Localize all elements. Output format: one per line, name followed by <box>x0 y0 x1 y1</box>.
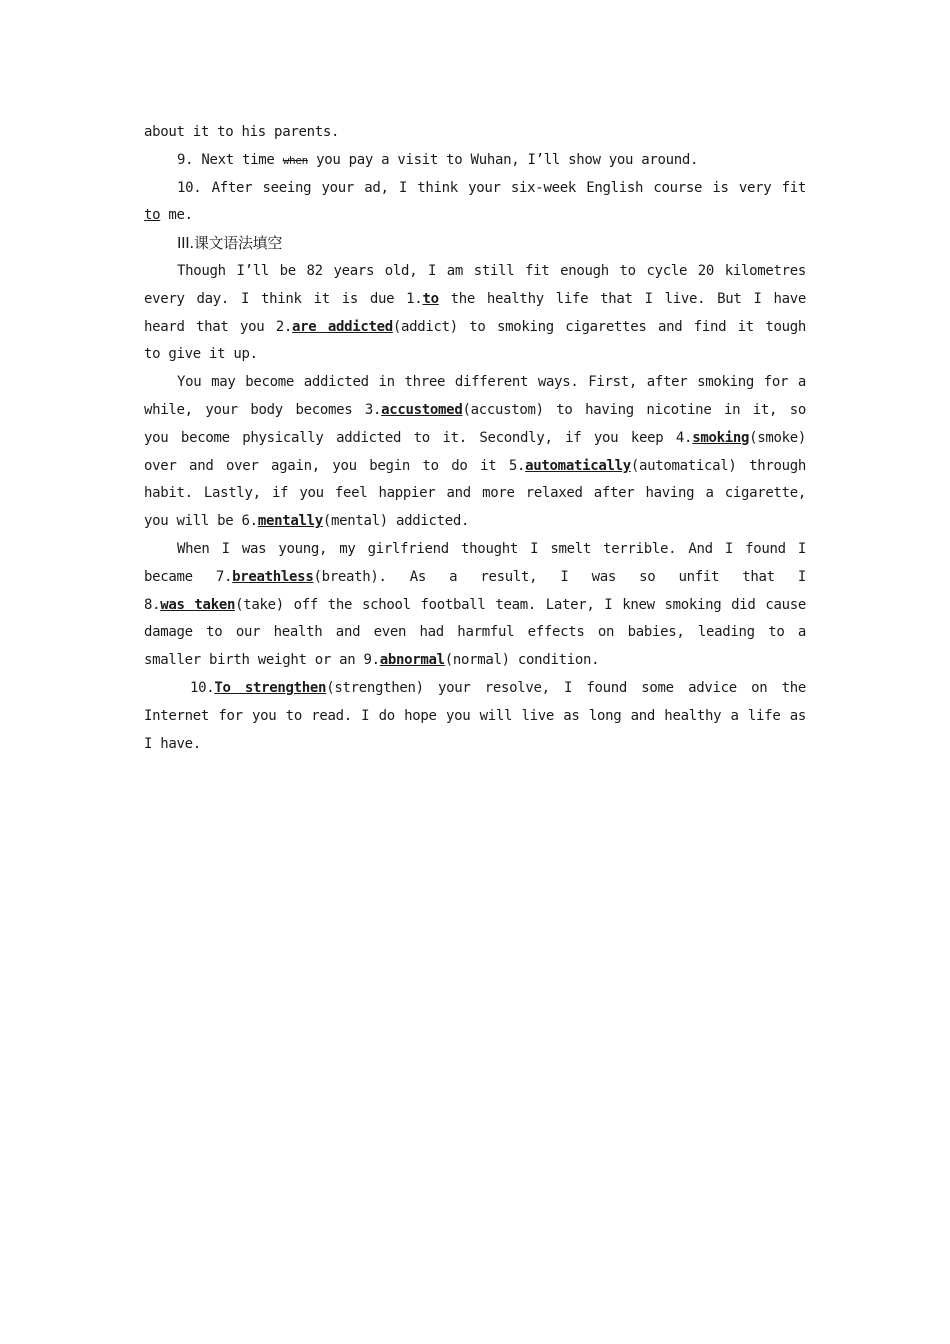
paragraph-line <box>144 703 806 731</box>
answer-5: automatically <box>525 457 631 474</box>
paragraph-line <box>144 397 806 425</box>
paragraph-line <box>144 592 806 620</box>
text-span: damage to our health and even had harmful effects on babies, leading to a <box>144 624 806 641</box>
text-span: you pay a visit to Wuhan, I’ll show you around. <box>307 151 699 168</box>
text-span: to give it up. <box>144 346 258 363</box>
paragraph-line <box>144 258 806 286</box>
text-span: (addict) to smoking cigarettes and find it tough <box>392 318 806 335</box>
paragraph-line <box>144 536 806 564</box>
text-span: (breath). As a result, I was so unfit that I <box>313 568 806 585</box>
answer-7: breathless <box>232 568 314 585</box>
text-span: 8. <box>144 596 161 613</box>
paragraph-line <box>144 314 806 342</box>
text-span: (mental) addicted. <box>322 513 470 530</box>
text-span: When I was young, my girlfriend thought I smelt terrible. And I found I <box>177 540 806 557</box>
answer-1: to <box>422 290 439 307</box>
struck-word: when <box>282 153 308 167</box>
text-span: you become physically addicted to it. Secondly, if you keep 4. <box>144 429 693 446</box>
document-page <box>144 119 806 758</box>
text-span: (automatical) through <box>630 457 806 474</box>
paragraph-line <box>144 619 806 647</box>
text-span: you will be 6. <box>144 513 258 530</box>
text-span: while, your body becomes 3. <box>144 401 382 418</box>
text-line <box>144 202 806 230</box>
section-heading: III.课文语法填空 <box>177 234 283 253</box>
answer-9: abnormal <box>379 652 445 669</box>
paragraph-line <box>144 425 806 453</box>
text-span: (normal) condition. <box>444 652 600 669</box>
text-span: (smoke) <box>749 429 806 446</box>
answer-6: mentally <box>257 513 323 530</box>
text-span: 9. Next time <box>177 151 283 168</box>
text-span: You may become addicted in three different ways. First, after smoking for a <box>177 374 806 391</box>
paragraph-line <box>144 647 806 675</box>
text-span: the healthy life that I live. But I have <box>438 290 807 307</box>
text-span: became 7. <box>144 568 233 585</box>
paragraph-line <box>144 480 806 508</box>
paragraph-line <box>144 675 806 703</box>
paragraph-line <box>144 453 806 481</box>
text-span: (strengthen) your resolve, I found some advice on the <box>326 679 806 696</box>
text-span: me. <box>160 207 193 224</box>
answer-10: To strengthen <box>214 679 327 696</box>
exercise-item-10 <box>144 175 806 203</box>
paragraph-line <box>144 564 806 592</box>
text-span: Though I’ll be 82 years old, I am still fit enough to cycle 20 kilometres <box>177 262 806 279</box>
answer-2: are addicted <box>292 318 393 335</box>
answer-4: smoking <box>692 429 750 446</box>
answer-3: accustomed <box>381 401 463 418</box>
paragraph-line <box>144 731 806 759</box>
text-line <box>144 119 806 147</box>
answer-8: was taken <box>160 596 236 613</box>
text-span: (take) off the school football team. Later, I knew smoking did cause <box>235 596 806 613</box>
text-span: about it to his parents. <box>144 124 340 140</box>
text-span: heard that you 2. <box>144 318 293 335</box>
paragraph-line <box>144 286 806 314</box>
paragraph-line <box>144 369 806 397</box>
paragraph-line <box>144 341 806 369</box>
text-span: every day. I think it is due 1. <box>144 290 423 307</box>
text-span: Internet for you to read. I do hope you will live as long and healthy a life as <box>144 707 806 724</box>
text-span: over and over again, you begin to do it 5. <box>144 457 526 474</box>
text-span: I have. <box>144 735 201 752</box>
underlined-word: to <box>144 207 161 224</box>
text-span: 10. <box>190 679 215 696</box>
paragraph-line <box>144 508 806 536</box>
text-span: smaller birth weight or an 9. <box>144 652 380 669</box>
exercise-item-9 <box>144 147 806 175</box>
text-span: (accustom) to having nicotine in it, so <box>462 401 806 418</box>
text-span: 10. After seeing your ad, I think your six-week English course is very fit <box>177 179 806 196</box>
text-span: habit. Lastly, if you feel happier and more relaxed after having a cigarette, <box>144 485 806 502</box>
